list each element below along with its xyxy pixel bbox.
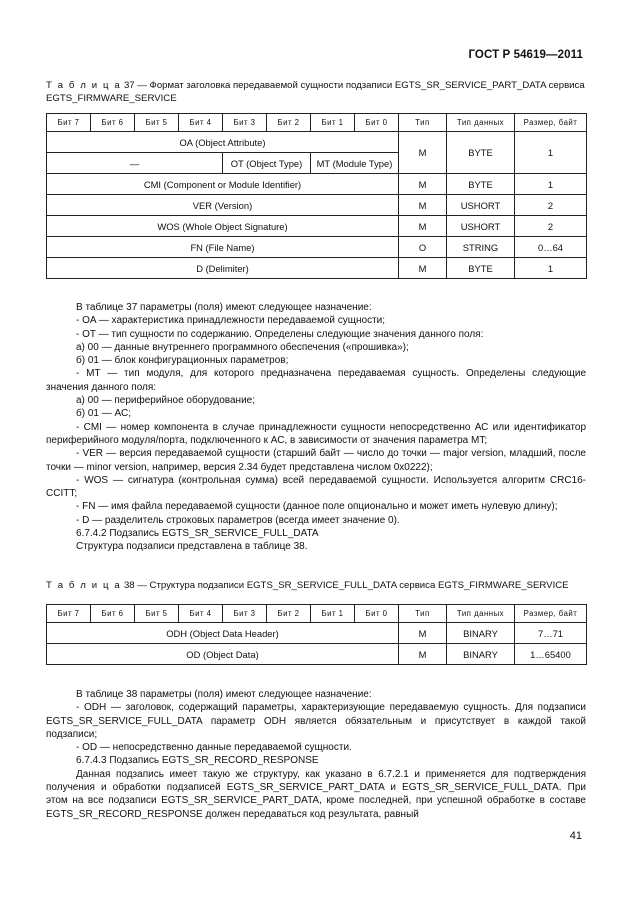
text-block-1: [46, 301, 586, 554]
table37-caption-text: 37 — Формат заголовка передаваемой сущности подзаписи EGTS_SR_SERVICE_PART_DATA сервиса EGTS_FIRMWARE_SERVICE: [46, 80, 585, 104]
paragraph: - FN — имя файла передаваемой сущности (данное поле опционально и может иметь нулевую длину);: [76, 501, 558, 513]
page-number: 41: [569, 830, 582, 842]
field-cell: VER (Version): [47, 195, 399, 216]
data-type-cell: USHORT: [447, 216, 515, 237]
table38-caption-label: Т а б л и ц а: [46, 580, 122, 591]
size-cell: 1: [515, 174, 587, 195]
table-row: [47, 132, 587, 153]
paragraph: а) 00 — периферийное оборудование;: [76, 395, 255, 407]
table-row: [47, 195, 587, 216]
table37-header-row: [47, 114, 587, 132]
column-header: Размер, байт: [515, 605, 587, 623]
table-37: [46, 113, 587, 279]
column-header: Тип: [399, 114, 447, 132]
type-cell: M: [399, 132, 447, 174]
data-type-cell: BINARY: [447, 623, 515, 644]
size-cell: 7…71: [515, 623, 587, 644]
table-row: [47, 623, 587, 644]
column-header: Размер, байт: [515, 114, 587, 132]
field-cell: CMI (Component or Module Identifier): [47, 174, 399, 195]
table-row: [47, 174, 587, 195]
paragraph: В таблице 37 параметры (поля) имеют следующее назначение:: [76, 302, 372, 313]
column-header: Бит 1: [311, 605, 355, 623]
paragraph: - CMI — номер компонента в случае принадлежности сущности непосредственно АС или идентификатор периферийного модуля/порта, подключенного к АС, в зависимости от значения параметра MT;: [46, 421, 586, 446]
column-header: Бит 0: [355, 605, 399, 623]
paragraph: - MT — тип модуля, для которого предназначена передаваемая сущность. Определены следующие значения данного поля:: [46, 368, 586, 393]
data-type-cell: STRING: [447, 237, 515, 258]
oa-field-cell: OA (Object Attribute): [47, 132, 399, 153]
section-heading: 6.7.4.2 Подзапись EGTS_SR_SERVICE_FULL_DATA: [76, 528, 319, 540]
table37-caption-label: Т а б л и ц а: [46, 80, 122, 91]
field-cell: ODH (Object Data Header): [47, 623, 399, 644]
paragraph: б) 01 — блок конфигурационных параметров;: [76, 355, 289, 367]
type-cell: M: [399, 216, 447, 237]
type-cell: M: [399, 644, 447, 665]
field-cell: FN (File Name): [47, 237, 399, 258]
paragraph: б) 01 — АС;: [76, 408, 131, 420]
table-row: [47, 216, 587, 237]
column-header: Бит 2: [267, 114, 311, 132]
data-type-cell: USHORT: [447, 195, 515, 216]
data-type-cell: BYTE: [447, 132, 515, 174]
column-header: Бит 7: [47, 114, 91, 132]
table-row: [47, 237, 587, 258]
type-cell: M: [399, 195, 447, 216]
table38-header-row: [47, 605, 587, 623]
size-cell: 1: [515, 132, 587, 174]
field-cell: WOS (Whole Object Signature): [47, 216, 399, 237]
column-header: Бит 3: [223, 114, 267, 132]
paragraph: - OT — тип сущности по содержанию. Определены следующие значения данного поля:: [76, 328, 484, 340]
table-row: [47, 644, 587, 665]
paragraph: - VER — версия передаваемой сущности (старший байт — число до точки — major version, младший, после точки — minor version, например, версия 2.34 будет представлена числом 0x0222);: [46, 448, 586, 473]
type-cell: O: [399, 237, 447, 258]
column-header: Тип данных: [447, 114, 515, 132]
ot-field-cell: OT (Object Type): [223, 153, 311, 174]
data-type-cell: BINARY: [447, 644, 515, 665]
paragraph: - D — разделитель строковых параметров (всегда имеет значение 0).: [76, 514, 400, 526]
type-cell: M: [399, 258, 447, 279]
size-cell: 0…64: [515, 237, 587, 258]
column-header: Бит 2: [267, 605, 311, 623]
table38-caption-text: 38 — Структура подзаписи EGTS_SR_SERVICE_FULL_DATA сервиса EGTS_FIRMWARE_SERVICE: [121, 580, 569, 591]
table-row: [47, 258, 587, 279]
paragraph: а) 00 — данные внутреннего программного обеспечения («прошивка»);: [76, 341, 409, 353]
paragraph: Данная подзапись имеет такую же структуру, как указано в 6.7.2.1 и применяется для подтверждения получения и обработки подзаписей EGTS_SR_SERVICE_PART_DATA и EGTS_SR_SERVICE_FULL_DATA. При этом на все подзаписи EGTS_SR_SERVICE_PART_DATA, кроме последней, при успешной обработке в составе EGTS_SR_RECORD_RESPONSE должен передаваться код результата, равный: [46, 768, 586, 820]
paragraph: В таблице 38 параметры (поля) имеют следующее назначение:: [76, 689, 372, 700]
type-cell: M: [399, 623, 447, 644]
column-header: Бит 5: [135, 605, 179, 623]
size-cell: 2: [515, 216, 587, 237]
field-cell: OD (Object Data): [47, 644, 399, 665]
column-header: Бит 4: [179, 605, 223, 623]
column-header: Тип данных: [447, 605, 515, 623]
paragraph: - OD — непосредственно данные передаваемой сущности.: [76, 742, 352, 754]
paragraph: Структура подзаписи представлена в таблице 38.: [76, 541, 308, 553]
column-header: Бит 7: [47, 605, 91, 623]
column-header: Бит 0: [355, 114, 399, 132]
paragraph: - ODH — заголовок, содержащий параметры, характеризующие передаваемую сущность. Для подзаписи EGTS_SR_SERVICE_FULL_DATA параметр ODH является обязательным и присутствует в каждой такой подзаписи;: [46, 702, 586, 740]
empty-bits-cell: —: [47, 153, 223, 174]
section-heading: 6.7.4.3 Подзапись EGTS_SR_RECORD_RESPONSE: [76, 755, 319, 767]
table38-caption: [46, 580, 586, 593]
table37-caption: [46, 80, 586, 105]
column-header: Тип: [399, 605, 447, 623]
data-type-cell: BYTE: [447, 174, 515, 195]
column-header: Бит 6: [91, 114, 135, 132]
table-38: [46, 604, 587, 665]
column-header: Бит 6: [91, 605, 135, 623]
paragraph: - WOS — сигнатура (контрольная сумма) всей передаваемой сущности. Используется алгоритм CRC16-CCITT;: [46, 474, 586, 500]
data-type-cell: BYTE: [447, 258, 515, 279]
column-header: Бит 1: [311, 114, 355, 132]
paragraph: - OA — характеристика принадлежности передаваемой сущности;: [76, 315, 386, 327]
size-cell: 1: [515, 258, 587, 279]
column-header: Бит 4: [179, 114, 223, 132]
size-cell: 1…65400: [515, 644, 587, 665]
field-cell: D (Delimiter): [47, 258, 399, 279]
page-header: ГОСТ Р 54619—2011: [468, 49, 583, 61]
column-header: Бит 3: [223, 605, 267, 623]
text-block-2: [46, 688, 586, 821]
type-cell: M: [399, 174, 447, 195]
column-header: Бит 5: [135, 114, 179, 132]
size-cell: 2: [515, 195, 587, 216]
mt-field-cell: MT (Module Type): [311, 153, 399, 174]
